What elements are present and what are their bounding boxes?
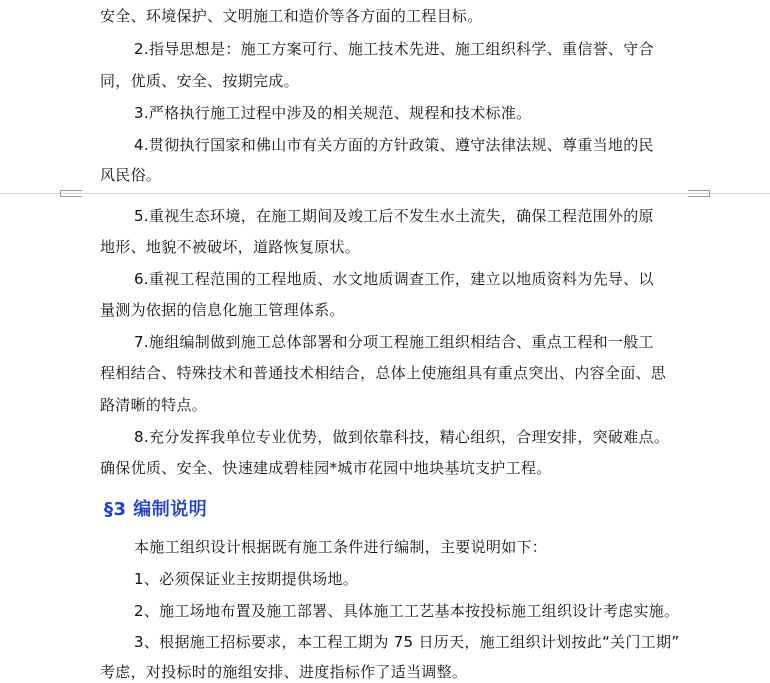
- text-line: 路清晰的特点。: [100, 396, 208, 414]
- text-line: 确保优质、安全、快速建成碧桂园*城市花园中地块基坑支护工程。: [100, 459, 552, 477]
- text-line: 3、根据施工招标要求，本工程工期为 75 日历天，施工组织计划按此“关门工期”: [134, 633, 680, 651]
- margin-corner-mark-right: [688, 190, 710, 197]
- text-line: 同，优质、安全、按期完成。: [100, 72, 299, 90]
- text-line: 风民俗。: [100, 166, 162, 184]
- page-break-line: [0, 193, 770, 194]
- text-line: 2.指导思想是：施工方案可行、施工技术先进、施工组织科学、重信誉、守合: [134, 40, 654, 58]
- text-line: 3.严格执行施工过程中涉及的相关规范、规程和技术标准。: [134, 104, 532, 122]
- document-page-bottom: [0, 197, 770, 683]
- text-line: 8.充分发挥我单位专业优势，做到依靠科技，精心组织，合理安排，突破难点。: [134, 428, 670, 446]
- text-line: 5.重视生态环境，在施工期间及竣工后不发生水土流失，确保工程范围外的原: [134, 207, 654, 225]
- text-line: 6.重视工程范围的工程地质、水文地质调查工作，建立以地质资料为先导、以: [134, 270, 654, 288]
- text-line: 本施工组织设计根据既有施工条件进行编制，主要说明如下：: [134, 538, 548, 556]
- text-line: 地形、地貌不被破坏，道路恢复原状。: [100, 238, 361, 256]
- text-line: 安全、环境保护、文明施工和造价等各方面的工程目标。: [100, 7, 483, 25]
- margin-corner-mark-left: [60, 190, 82, 197]
- text-line: 量测为依据的信息化施工管理体系。: [100, 301, 345, 319]
- text-line: 1、必须保证业主按期提供场地。: [134, 570, 359, 588]
- document-page-top: [0, 0, 770, 190]
- section-heading: §3 编制说明: [104, 499, 208, 520]
- text-line: 7.施组编制做到施工总体部署和分项工程施工组织相结合、重点工程和一般工: [134, 333, 654, 351]
- page-break: [0, 190, 770, 197]
- text-line: 4.贯彻执行国家和佛山市有关方面的方针政策、遵守法律法规、尊重当地的民: [134, 136, 654, 154]
- text-line: 2、施工场地布置及施工部署、具体施工工艺基本按投标施工组织设计考虑实施。: [134, 602, 680, 620]
- text-line: 考虑，对投标时的施组安排、进度指标作了适当调整。: [100, 663, 468, 681]
- text-line: 程相结合、特殊技术和普通技术相结合，总体上使施组具有重点突出、内容全面、思: [100, 364, 667, 382]
